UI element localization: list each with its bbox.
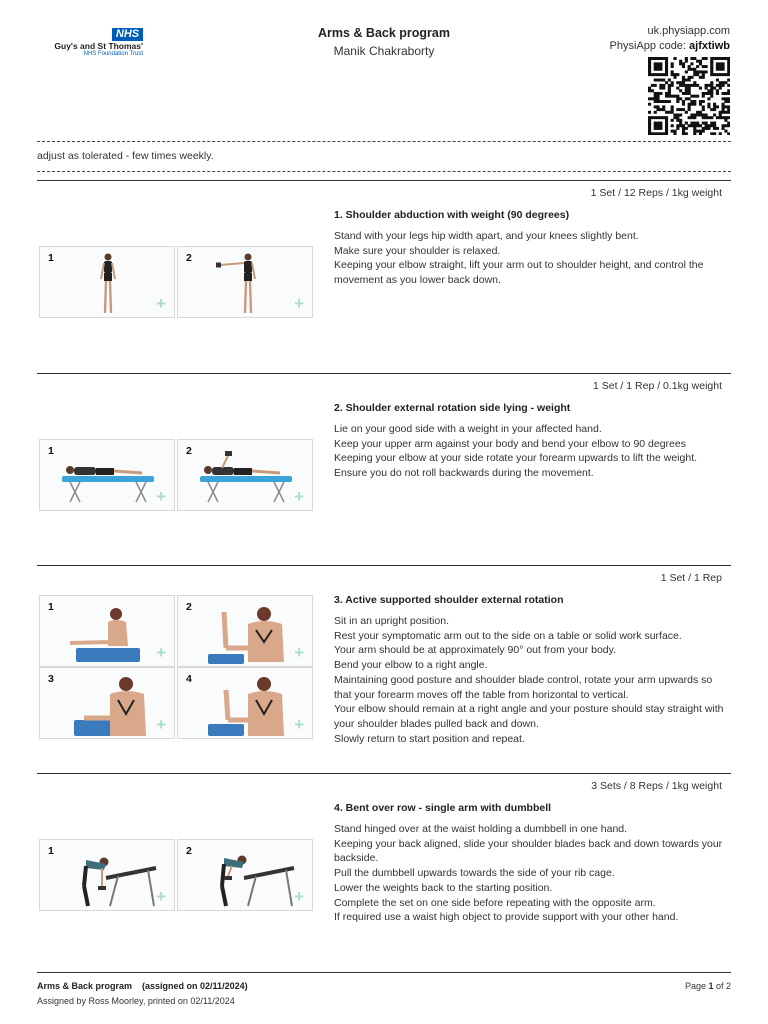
instruction-line: Bend your elbow to a right angle. (334, 659, 488, 672)
instruction-line: Stand with your legs hip width apart, and your knees slightly bent. (334, 230, 639, 242)
instruction-line: Keep your upper arm against your body and bend your elbow to 90 degrees (334, 437, 686, 450)
instruction-line: Rest your symptomatic arm out to the side on a table or solid work surface. (334, 629, 682, 642)
exercise-image (39, 595, 175, 667)
instruction-line: Lie on your good side with a weight in your affected hand. (334, 423, 602, 435)
exercise-instructions (334, 822, 730, 925)
exercise-divider (37, 565, 731, 566)
exercise-instructions (334, 614, 730, 746)
instruction-line: Your arm should be at approximately 90° out from your body. (334, 644, 617, 657)
program-title: Arms & Back program (318, 26, 450, 40)
exercise-divider (37, 180, 731, 181)
exercise-instructions (334, 229, 730, 288)
instruction-line: Stand hinged over at the waist holding a dumbbell in one hand. (334, 823, 628, 835)
side-lying-weight-illustration (178, 440, 313, 511)
instruction-line: Ensure you do not roll backwards during the movement. (334, 467, 594, 480)
image-step-label: 2 (186, 252, 192, 264)
plus-icon: + (156, 487, 166, 506)
plus-icon: + (156, 715, 166, 734)
physiapp-code-label: PhysiApp code: (609, 40, 690, 52)
instruction-line: Keeping your elbow at your side rotate your forearm upwards to lift the weight. (334, 452, 698, 465)
exercise-image (39, 439, 175, 511)
exercise-image (39, 839, 175, 911)
physiapp-code-value: ajfxtiwb (689, 40, 730, 52)
image-step-label: 1 (48, 601, 54, 613)
instruction-line: Pull the dumbbell upwards towards the side of your rib cage. (334, 867, 615, 880)
image-step-label: 4 (186, 673, 192, 685)
exercise-image (177, 667, 313, 739)
exercise-dose: 1 Set / 1 Rep / 0.1kg weight (593, 380, 722, 392)
standing-arm-raised-illustration (178, 247, 313, 318)
exercise-title: 3. Active supported shoulder external rotation (334, 594, 564, 606)
page-current: 1 (708, 981, 714, 991)
plus-icon: + (294, 715, 304, 734)
instruction-line: Complete the set on one side before repeating with the opposite arm. (334, 896, 656, 909)
instruction-line: Keeping your back aligned, slide your shoulder blades back and down towards your backside. (334, 837, 723, 865)
image-step-label: 2 (186, 445, 192, 457)
plus-icon: + (156, 887, 166, 906)
physiapp-code (610, 40, 730, 52)
program-note: adjust as tolerated - few times weekly. (37, 150, 214, 162)
footer-assigned-by: Assigned by Ross Moorley, printed on 02/11/2024 (37, 996, 235, 1006)
page-header (0, 0, 768, 140)
plus-icon: + (156, 294, 166, 313)
exercise-title: 1. Shoulder abduction with weight (90 degrees) (334, 209, 570, 221)
instruction-line: Slowly return to start position and repeat. (334, 732, 525, 745)
instruction-line: Your elbow should remain at a right angle and your posture should stay straight with your shoulder blades pulled back and down. (334, 703, 724, 730)
page-number (685, 981, 731, 991)
divider (37, 141, 731, 142)
nhs-badge: NHS (112, 28, 143, 41)
logo-org-name: Guy's and St Thomas' (54, 41, 143, 51)
image-step-label: 1 (48, 445, 54, 457)
image-step-label: 2 (186, 601, 192, 613)
instruction-line: Sit in an upright position. (334, 615, 449, 627)
exercise-dose: 1 Set / 1 Rep (660, 572, 722, 584)
plus-icon: + (294, 887, 304, 906)
image-step-label: 2 (186, 845, 192, 857)
footer-program-title: Arms & Back program (assigned on 02/11/2024) (37, 981, 248, 991)
plus-icon: + (294, 294, 304, 313)
instruction-line: Keeping your elbow straight, lift your arm out to shoulder height, and control the movement as you lower back down. (334, 259, 704, 287)
standing-figure-illustration (40, 247, 175, 318)
exercise-dose: 3 Sets / 8 Reps / 1kg weight (591, 780, 722, 792)
footer-divider (37, 972, 731, 973)
exercise-image (39, 667, 175, 739)
plus-icon: + (156, 643, 166, 662)
bent-over-row-pull-illustration (178, 840, 313, 911)
exercise-divider (37, 373, 731, 374)
instruction-line: If required use a waist high object to provide support with your other hand. (334, 911, 679, 924)
instruction-line: Make sure your shoulder is relaxed. (334, 244, 501, 257)
page-prefix: Page (684, 981, 709, 991)
seated-side-arm-rest-illustration (40, 596, 175, 667)
image-step-label: 1 (48, 252, 54, 264)
instruction-line: Lower the weights back to the starting position. (334, 881, 553, 894)
bent-over-row-illustration (40, 840, 175, 911)
seated-back-view-illustration (40, 668, 175, 739)
image-step-label: 3 (48, 673, 54, 685)
exercise-title: 4. Bent over row - single arm with dumbbell (334, 802, 552, 814)
plus-icon: + (294, 487, 304, 506)
seated-back-arm-up-illustration (178, 668, 313, 739)
exercise-dose: 1 Set / 12 Reps / 1kg weight (590, 187, 722, 199)
exercise-image (177, 439, 313, 511)
exercise-title: 2. Shoulder external rotation side lying - weight (334, 402, 571, 414)
exercise-image (177, 839, 313, 911)
exercise-image (39, 246, 175, 318)
plus-icon: + (294, 643, 304, 662)
instruction-line: Maintaining good posture and shoulder blade control, rotate your arm upwards so that your forearm moves off the table from horizontal to vertical. (334, 673, 713, 701)
logo-trust-name: NHS Foundation Trust (83, 51, 143, 57)
site-url: uk.physiapp.com (647, 25, 730, 37)
side-lying-table-illustration (40, 440, 175, 511)
qr-code (648, 57, 730, 135)
seated-arm-up-illustration (178, 596, 313, 667)
exercise-image (177, 595, 313, 667)
divider (37, 171, 731, 172)
page-suffix: of 2 (713, 981, 731, 991)
image-step-label: 1 (48, 845, 54, 857)
patient-name: Manik Chakraborty (333, 44, 435, 58)
exercise-image (177, 246, 313, 318)
exercise-divider (37, 773, 731, 774)
exercise-instructions (334, 422, 730, 481)
